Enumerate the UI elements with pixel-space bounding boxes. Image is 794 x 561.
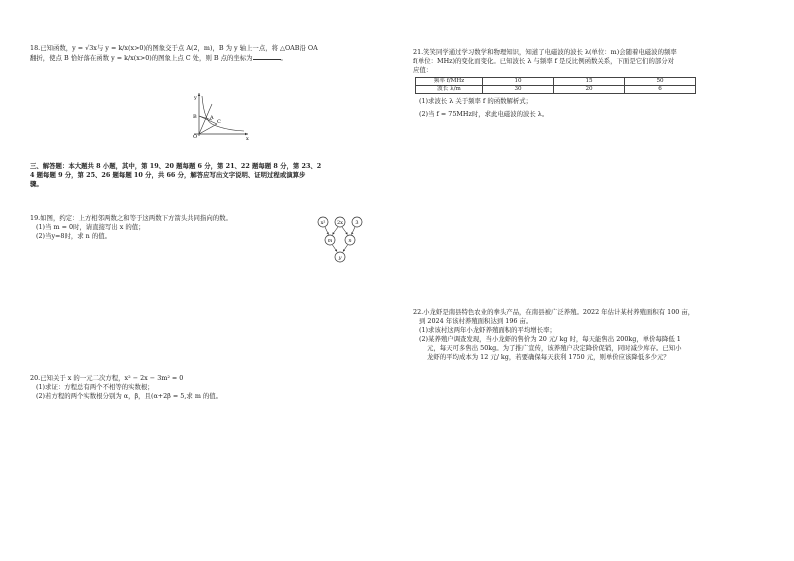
label-y: y bbox=[194, 95, 197, 101]
q20-sub2: (2)若方程的两个实数根分别为 α，β，且(α+2β = 5,求 m 的值。 bbox=[36, 392, 223, 400]
question-22 bbox=[413, 308, 694, 362]
table-header-frequency: 频率 f/MHz bbox=[416, 78, 483, 86]
table-cell: 10 bbox=[483, 78, 554, 86]
table-cell: 6 bbox=[625, 86, 696, 94]
q22-line1: 22.小龙虾是南县特色农业的拳头产品，在南县被广泛养殖。2022 年估计某村养殖面积有 100 亩， bbox=[413, 308, 695, 316]
table-row bbox=[416, 78, 696, 86]
q19-sub2: (2)当y=8时，求 n 的值。 bbox=[36, 232, 111, 240]
segment-oc bbox=[199, 124, 217, 134]
section-3-heading bbox=[30, 162, 321, 189]
question-18 bbox=[30, 44, 318, 63]
segment-bc bbox=[199, 116, 217, 124]
q19-line1: 19.如图，约定：上方相邻两数之和等于这两数下方箭头共同指向的数。 bbox=[30, 214, 232, 222]
q21-sub2: (2)当 f = 75MHz时，求此电磁波的波长 λ。 bbox=[419, 110, 549, 118]
node-label-m: m bbox=[327, 238, 333, 244]
q21-line2: f(单位：MHz)的变化而变化。已知波长 λ 与频率 f 是反比例函数关系，下面是它们的部分对 bbox=[413, 57, 675, 65]
table-cell: 20 bbox=[554, 86, 625, 94]
node-label-2x: 2x bbox=[336, 220, 344, 226]
table-row bbox=[416, 86, 696, 94]
question-20 bbox=[30, 374, 222, 401]
y-axis-arrow-icon bbox=[198, 93, 200, 96]
label-x: x bbox=[246, 136, 249, 142]
q21-line1: 21.笑笑同学通过学习数学和物理知识，知道了电磁波的波长 λ(单位：m)会随着电磁波的频率 bbox=[413, 48, 677, 56]
label-b: B bbox=[193, 114, 197, 120]
arrow-tm-mr bbox=[342, 227, 348, 235]
question-21 bbox=[413, 48, 696, 119]
question-19 bbox=[30, 214, 232, 241]
arrow-mr-b bbox=[343, 245, 348, 252]
section3-line3: 骤。 bbox=[30, 180, 43, 188]
node-label-y: y bbox=[338, 255, 342, 261]
q18-line2 bbox=[30, 53, 318, 63]
q22-sub1: (1)求该村这两年小龙虾养殖面积的平均增长率； bbox=[419, 326, 556, 334]
hyperbola-curve bbox=[202, 96, 244, 131]
q22-sub2-line3: 龙虾的平均成本为 12 元/ kg，若要确保每天获利 1750 元，则单价应该降低多少元？ bbox=[427, 353, 670, 361]
arrow-tr-mr bbox=[352, 227, 356, 235]
section3-line2: 4 题每题 9 分，第 25、26 题每题 10 分，共 66 分，解答应写出文字说明、证明过程或演算步 bbox=[30, 171, 306, 179]
q19-sub1: (1)当 m = 0时，请直接写出 x 的值； bbox=[36, 223, 145, 231]
q20-sub1: (1)求证：方程总有两个不相等的实数根； bbox=[36, 383, 154, 391]
table-cell: 30 bbox=[483, 86, 554, 94]
arrow-tl-ml bbox=[325, 227, 329, 235]
node-label-x2: x² bbox=[320, 220, 326, 226]
q22-sub2-line1: (2)某养殖户调查发现，当小龙虾的售价为 20 元/ kg 时，每天能售出 200kg，单价每降低 1 bbox=[419, 335, 681, 343]
q18-line2-text: 翻折，使点 B 恰好落在函数 y = k/x(x>0)的图象上点 C 处，则 B 点的坐标为 bbox=[30, 54, 253, 62]
frequency-wavelength-table bbox=[415, 77, 696, 94]
node-label-3: 3 bbox=[355, 220, 359, 226]
x-axis-arrow-icon bbox=[245, 133, 248, 135]
q18-graph bbox=[190, 90, 250, 142]
q22-line2: 到 2024 年该村养殖面积达到 196 亩。 bbox=[419, 317, 533, 325]
q21-line3: 应值： bbox=[413, 66, 433, 74]
label-a: A bbox=[210, 115, 214, 121]
node-label-n: n bbox=[348, 238, 352, 244]
q22-sub2-line2: 元，每天可多售出 50kg。为了推广宣传，该养殖户决定降价促销，同时减少库存。已知小 bbox=[427, 344, 682, 352]
q18-line2-end: 。 bbox=[280, 54, 287, 62]
arrow-ml-b bbox=[333, 245, 338, 252]
table-header-wavelength: 波长 λ/m bbox=[416, 86, 483, 94]
q18-line1: 18.已知函数，y = √3x与 y = k/x(x>0)的图象交于点 A(2，m)，B 为 y 轴上一点，将 △OAB沿 OA bbox=[30, 44, 318, 52]
q19-number-tree bbox=[315, 216, 365, 264]
q21-sub1: (1)求波长 λ 关于频率 f 的函数解析式； bbox=[419, 97, 533, 105]
section3-line1: 三、解答题：本大题共 8 小题，其中，第 19、20 题每题 6 分，第 21、22 题每题 8 分，第 23、2 bbox=[30, 162, 322, 170]
label-c: C bbox=[217, 119, 221, 125]
arrow-tm-ml bbox=[333, 227, 339, 235]
table-cell: 15 bbox=[554, 78, 625, 86]
label-o: O bbox=[193, 134, 198, 140]
table-cell: 50 bbox=[625, 78, 696, 86]
answer-blank[interactable] bbox=[253, 53, 281, 60]
q20-line1: 20.已知关于 x 的一元二次方程，x² − 2x − 3m² = 0 bbox=[30, 374, 184, 382]
